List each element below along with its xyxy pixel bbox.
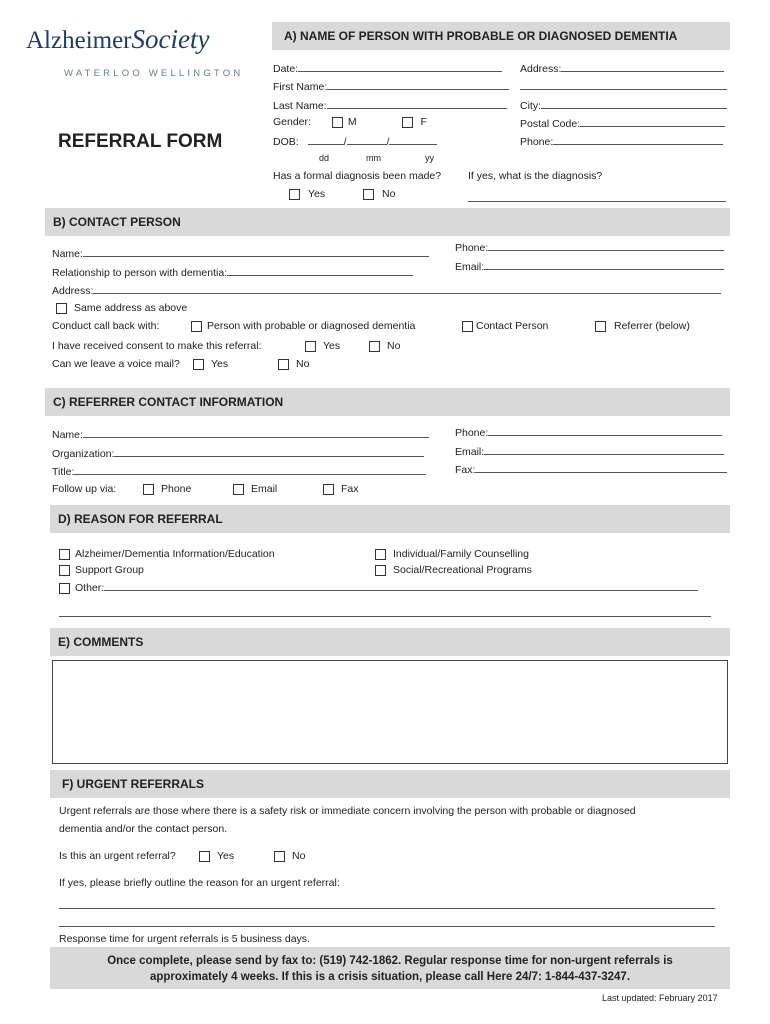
address-label: Address: [520,63,562,75]
reason-counselling-label: Individual/Family Counselling [393,548,529,560]
phone-row [520,134,723,148]
voicemail-no-option [278,358,309,370]
same-address-label: Same address as above [74,302,188,314]
contact-phone-label: Phone: [455,242,489,254]
last-name-row [273,98,507,112]
referrer-title-row [52,464,426,478]
last-updated: Last updated: February 2017 [602,993,718,1003]
section-d-header: D) REASON FOR REFERRAL [50,505,730,533]
reason-support-checkbox[interactable] [59,565,70,576]
urgent-reason-line2-field[interactable] [59,916,715,927]
callback-referrer-label: Referrer (below) [614,320,690,332]
contact-name-row [52,246,429,260]
referrer-phone-field[interactable] [488,425,722,436]
diagnosis-followup-label: If yes, what is the diagnosis? [468,170,603,182]
gender-m-label: M [347,116,357,128]
first-name-field[interactable] [327,79,509,90]
reason-other-label: Other: [75,582,105,594]
consent-yes-checkbox[interactable] [305,341,316,352]
callback-label: Conduct call back with: [52,320,160,332]
reason-education-checkbox[interactable] [59,549,70,560]
referrer-phone-row [455,425,722,439]
section-f-header: F) URGENT REFERRALS [50,770,730,798]
diagnosis-yes-checkbox[interactable] [289,189,300,200]
referrer-email-field[interactable] [484,444,724,455]
dob-month-field[interactable] [347,134,387,145]
postal-label: Postal Code: [520,118,581,130]
reason-support-label: Support Group [75,564,144,576]
relationship-row [52,265,413,279]
urgent-reason-line2-row [59,916,715,930]
form-title: REFERRAL FORM [58,131,223,152]
followup-fax-label: Fax [341,483,359,495]
consent-yes-option [305,340,340,352]
dob-mm-hint: mm [366,153,381,163]
followup-fax-option [323,483,359,495]
diagnosis-answer-row [468,191,726,205]
address-field[interactable] [561,61,724,72]
gender-label: Gender: [273,116,311,128]
referrer-name-label: Name: [52,429,83,441]
voicemail-yes-checkbox[interactable] [193,359,204,370]
reason-other-option [59,580,698,594]
footer-line1: Once complete, please send by fax to: (519) 742-1862. Regular response time for non-urgent referrals is [107,955,673,967]
contact-address-label: Address: [52,285,94,297]
consent-yes-label: Yes [323,340,341,352]
voicemail-label: Can we leave a voice mail? [52,358,180,370]
urgent-reason-prompt: If yes, please briefly outline the reason for an urgent referral: [59,877,340,889]
diagnosis-question: Has a formal diagnosis been made? [273,170,442,182]
phone-field[interactable] [553,134,723,145]
last-name-label: Last Name: [273,100,327,112]
section-a-header: A) NAME OF PERSON WITH PROBABLE OR DIAGNOSED DEMENTIA [272,22,730,50]
dob-separator-2: / [386,136,390,148]
dob-dd-hint: dd [319,153,330,163]
logo-word-alzheimer: Alzheimer [26,27,132,54]
referrer-org-label: Organization: [52,448,115,460]
section-e-header: E) COMMENTS [50,628,730,656]
urgent-question: Is this an urgent referral? [59,850,176,862]
reason-education-option [59,548,275,560]
referrer-phone-label: Phone: [455,427,489,439]
referrer-org-row [52,446,424,460]
dob-separator-1: / [343,136,347,148]
contact-name-field[interactable] [83,246,429,257]
diagnosis-yes-option [289,188,325,200]
diagnosis-answer-field[interactable] [468,191,726,202]
city-label: City: [520,100,541,112]
urgent-yes-checkbox[interactable] [199,851,210,862]
urgent-response-time: Response time for urgent referrals is 5 business days. [59,933,310,945]
urgent-no-checkbox[interactable] [274,851,285,862]
urgent-no-option [274,850,305,862]
gender-row [273,116,427,128]
address-row [520,61,724,75]
reason-education-label: Alzheimer/Dementia Information/Education [75,548,275,560]
reason-other-checkbox[interactable] [59,583,70,594]
contact-email-label: Email: [455,261,485,273]
last-name-field[interactable] [327,98,507,109]
contact-name-label: Name: [52,248,83,260]
postal-row [520,116,725,130]
dob-label: DOB: [273,136,299,148]
contact-address-field[interactable] [93,283,721,294]
callback-contact-checkbox[interactable] [462,321,473,332]
footer-line2: approximately 4 weeks. If this is a crisis situation, please call Here 24/7: 1-844-437-3247. [149,971,631,983]
contact-phone-field[interactable] [488,240,724,251]
date-field[interactable] [298,61,502,72]
callback-contact-option [462,320,548,332]
reason-counselling-option [375,548,529,560]
gender-m-checkbox[interactable] [332,117,343,128]
referrer-email-row [455,444,724,458]
city-row [520,98,727,112]
urgent-yes-label: Yes [217,850,235,862]
same-address-checkbox[interactable] [56,303,67,314]
gender-f-checkbox[interactable] [402,117,413,128]
section-b-header: B) CONTACT PERSON [45,208,730,236]
followup-email-checkbox[interactable] [233,484,244,495]
first-name-row [273,79,509,93]
voicemail-yes-option [193,358,228,370]
same-address-option [56,302,187,314]
dob-year-field[interactable] [389,134,437,145]
address-line2-row [520,79,727,93]
comments-textarea[interactable] [52,660,728,764]
contact-address-row [52,283,721,297]
referrer-name-field[interactable] [83,427,429,438]
consent-no-option [369,340,400,352]
reason-social-checkbox[interactable] [375,565,386,576]
city-field[interactable] [541,98,727,109]
urgent-desc-line2: dementia and/or the contact person. [59,823,228,835]
urgent-no-label: No [292,850,306,862]
diagnosis-no-option [363,188,395,200]
referrer-fax-row [455,462,727,476]
referrer-title-field[interactable] [74,464,426,475]
reason-counselling-checkbox[interactable] [375,549,386,560]
date-row [273,61,502,75]
voicemail-yes-label: Yes [211,358,229,370]
referrer-title-label: Title: [52,466,75,478]
followup-email-option [233,483,277,495]
dob-yy-hint: yy [425,153,434,163]
callback-contact-label: Contact Person [476,320,549,332]
followup-label: Follow up via: [52,483,117,495]
reason-other-field[interactable] [104,580,698,591]
consent-label: I have received consent to make this referral: [52,340,262,352]
callback-referrer-checkbox[interactable] [595,321,606,332]
consent-no-label: No [387,340,401,352]
contact-phone-row [455,240,724,254]
postal-field[interactable] [580,116,725,127]
followup-phone-checkbox[interactable] [143,484,154,495]
reason-other-line2-row [59,606,711,620]
contact-email-row [455,259,724,273]
referrer-name-row [52,427,429,441]
date-label: Date: [273,63,299,75]
first-name-label: First Name: [273,81,328,93]
referrer-fax-field[interactable] [475,462,727,473]
contact-email-field[interactable] [484,259,724,270]
followup-fax-checkbox[interactable] [323,484,334,495]
urgent-reason-line1-row [59,898,715,912]
gender-f-label: F [420,116,427,128]
logo-subtitle: WATERLOO WELLINGTON [64,68,244,79]
referrer-fax-label: Fax: [455,464,476,476]
logo-word-society: Society [131,24,210,54]
diagnosis-yes-label: Yes [308,188,326,200]
address-line2-field[interactable] [520,79,727,90]
referrer-org-field[interactable] [114,446,424,457]
phone-label: Phone: [520,136,554,148]
followup-phone-label: Phone [161,483,192,495]
callback-person-option [191,320,415,332]
section-c-header: C) REFERRER CONTACT INFORMATION [45,388,730,416]
relationship-field[interactable] [227,265,413,276]
diagnosis-no-label: No [382,188,396,200]
voicemail-no-checkbox[interactable] [278,359,289,370]
followup-phone-option [143,483,191,495]
dob-day-field[interactable] [308,134,344,145]
reason-support-option [59,564,144,576]
followup-email-label: Email [251,483,278,495]
callback-person-checkbox[interactable] [191,321,202,332]
urgent-yes-option [199,850,234,862]
referrer-email-label: Email: [455,446,485,458]
logo [26,24,209,55]
diagnosis-no-checkbox[interactable] [363,189,374,200]
callback-referrer-option [595,320,690,332]
callback-person-label: Person with probable or diagnosed dementia [207,320,416,332]
footer-instructions [50,947,730,989]
dob-row [273,134,437,148]
urgent-reason-line1-field[interactable] [59,898,715,909]
voicemail-no-label: No [296,358,310,370]
relationship-label: Relationship to person with dementia: [52,267,228,279]
reason-other-line2-field[interactable] [59,606,711,617]
consent-no-checkbox[interactable] [369,341,380,352]
reason-social-label: Social/Recreational Programs [393,564,532,576]
urgent-desc-line1: Urgent referrals are those where there is a safety risk or immediate concern involving the person with probable or diagnosed [59,805,636,817]
reason-social-option [375,564,532,576]
